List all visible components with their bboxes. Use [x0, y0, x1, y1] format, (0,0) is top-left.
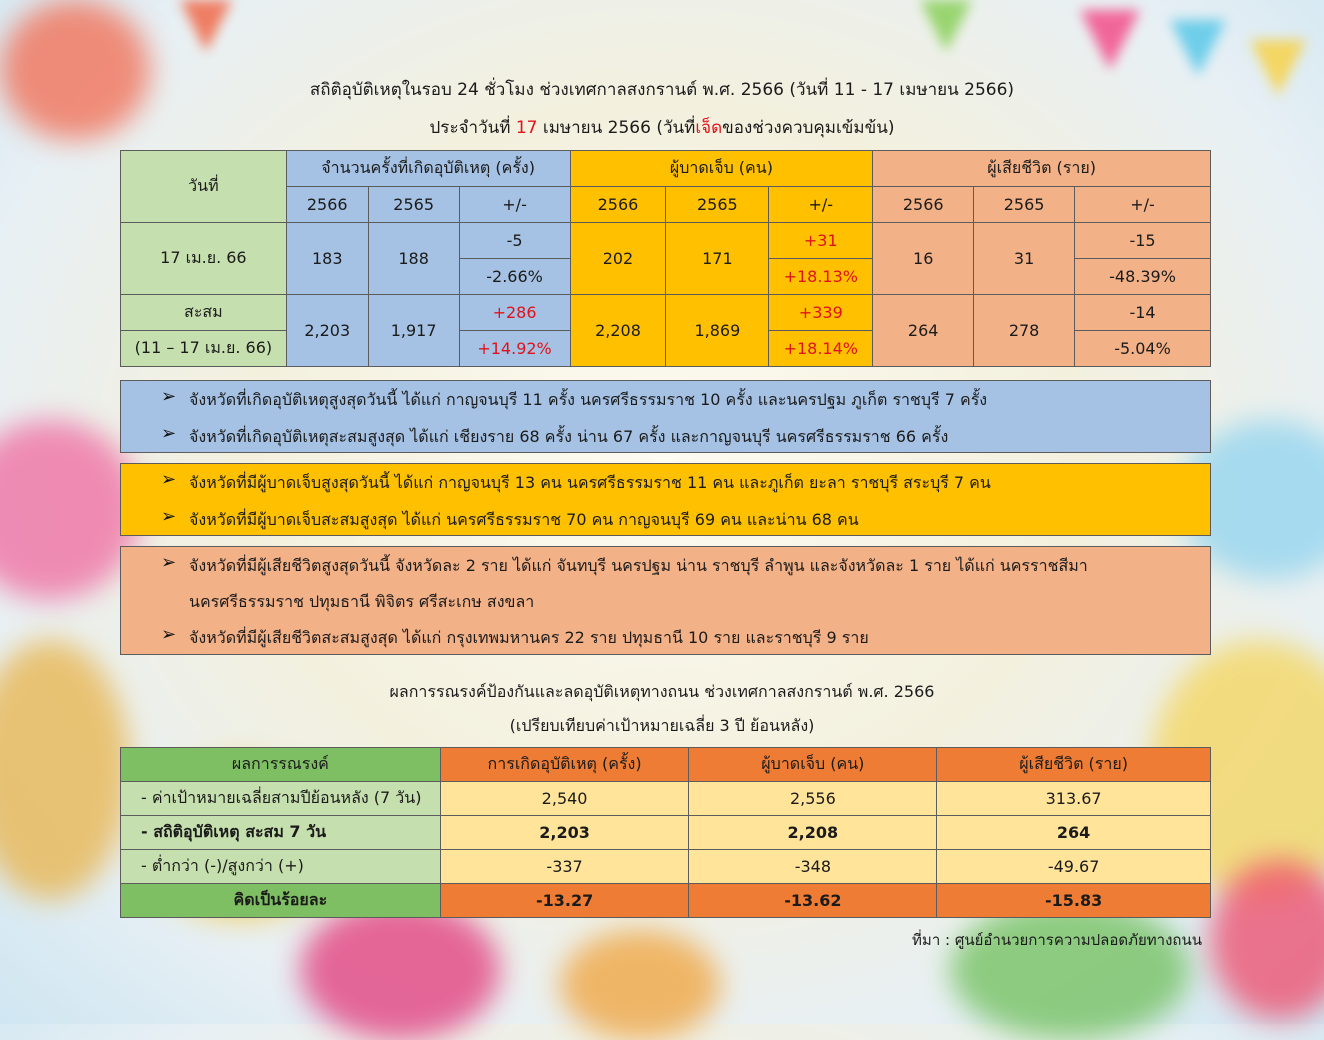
bullet-text: จังหวัดที่เกิดอุบัติเหตุสะสมสูงสุด ได้แก่ เชียงราย 68 ครั้ง น่าน 67 ครั้ง และกาญจนบุรี นครศรีธรรมราช 66 ครั้ง — [189, 427, 949, 446]
cell-diff: -15 — [1075, 223, 1211, 259]
daily-statistics-table — [120, 150, 1211, 367]
header-day: วันที่ — [121, 151, 287, 223]
results-row-label: คิดเป็นร้อยละ — [121, 884, 441, 918]
results-cell: 2,208 — [689, 816, 937, 850]
cell-value: 1,869 — [666, 295, 769, 367]
results-cell: 2,540 — [440, 782, 689, 816]
bg-flower-blur — [0, 640, 130, 900]
results-header: ผู้บาดเจ็บ (คน) — [689, 748, 937, 782]
header-accidents: จำนวนครั้งที่เกิดอุบัติเหตุ (ครั้ง) — [286, 151, 570, 187]
diff-header: +/- — [769, 187, 873, 223]
campaign-results-table — [120, 747, 1211, 918]
arrow-icon: ➢ — [161, 506, 177, 527]
results-row-label: - ต่ำกว่า (-)/สูงกว่า (+) — [121, 850, 441, 884]
results-subtitle: (เปรียบเทียบค่าเป้าหมายเฉลี่ย 3 ปี ย้อนหลัง) — [509, 716, 815, 735]
results-cell: 2,203 — [440, 816, 689, 850]
diff-header: +/- — [459, 187, 570, 223]
cell-value: 171 — [666, 223, 769, 295]
cell-value: 264 — [873, 295, 974, 367]
year-header: 2565 — [666, 187, 769, 223]
bg-pennant-blur — [1080, 10, 1140, 70]
row-label-today: 17 เม.ย. 66 — [121, 223, 287, 295]
cell-percent: +18.14% — [769, 331, 873, 367]
results-header: การเกิดอุบัติเหตุ (ครั้ง) — [440, 748, 689, 782]
diff-header: +/- — [1075, 187, 1211, 223]
bullet-text: จังหวัดที่มีผู้เสียชีวิตสูงสุดวันนี้ จังหวัดละ 2 ราย ได้แก่ จันทบุรี นครปฐม น่าน ราชบุรี ลำพูน และจังหวัดละ 1 ราย ได้แก่ นครราชสีมา — [189, 556, 1088, 575]
cell-value: 2,208 — [570, 295, 666, 367]
cell-value: 278 — [974, 295, 1075, 367]
arrow-icon: ➢ — [161, 469, 177, 490]
accidents-summary-box — [120, 380, 1211, 453]
cell-value: 1,917 — [368, 295, 459, 367]
year-header: 2565 — [368, 187, 459, 223]
results-row-label: - สถิติอุบัติเหตุ สะสม 7 วัน — [121, 816, 441, 850]
results-row-label: - ค่าเป้าหมายเฉลี่ยสามปีย้อนหลัง (7 วัน) — [121, 782, 441, 816]
cell-value: 202 — [570, 223, 666, 295]
results-cell: 313.67 — [937, 782, 1211, 816]
row-label-cumulative-range: (11 – 17 เม.ย. 66) — [121, 331, 287, 367]
results-cell: 264 — [937, 816, 1211, 850]
cell-diff: +31 — [769, 223, 873, 259]
bullet-text: จังหวัดที่เกิดอุบัติเหตุสูงสุดวันนี้ ได้แก่ กาญจนบุรี 11 ครั้ง นครศรีธรรมราช 10 ครั้ง และนครปฐม ภูเก็ต ราชบุรี 7 ครั้ง — [189, 390, 988, 409]
source-note: ที่มา : ศูนย์อำนวยการความปลอดภัยทางถนน — [912, 931, 1202, 949]
bg-pennant-blur — [920, 0, 972, 52]
cell-diff: -5 — [459, 223, 570, 259]
cell-percent: -2.66% — [459, 259, 570, 295]
page-subtitle: ประจำวันที่ 17 เมษายน 2566 (วันที่เจ็ดของช่วงควบคุมเข้มข้น) — [429, 118, 895, 138]
cell-value: 183 — [286, 223, 368, 295]
row-label-cumulative: สะสม — [121, 295, 287, 331]
deaths-summary-box — [120, 546, 1211, 655]
bg-pennant-blur — [180, 0, 232, 52]
arrow-icon: ➢ — [161, 423, 177, 444]
bullet-text: จังหวัดที่มีผู้บาดเจ็บสูงสุดวันนี้ ได้แก่ กาญจนบุรี 13 คน นครศรีธรรมราช 11 คน และภูเก็ต ยะลา ราชบุรี สระบุรี 7 คน — [189, 473, 991, 492]
cell-value: 2,203 — [286, 295, 368, 367]
cell-percent: -48.39% — [1075, 259, 1211, 295]
header-injured: ผู้บาดเจ็บ (คน) — [570, 151, 873, 187]
cell-diff: +339 — [769, 295, 873, 331]
bullet-text-continued: นครศรีธรรมราช ปทุมธานี พิจิตร ศรีสะเกษ สงขลา — [189, 592, 535, 611]
cell-value: 31 — [974, 223, 1075, 295]
cell-diff: +286 — [459, 295, 570, 331]
results-header: ผู้เสียชีวิต (ราย) — [937, 748, 1211, 782]
cell-percent: +14.92% — [459, 331, 570, 367]
year-header: 2566 — [570, 187, 666, 223]
year-header: 2566 — [873, 187, 974, 223]
injured-summary-box — [120, 463, 1211, 536]
results-cell: -348 — [689, 850, 937, 884]
cell-percent: -5.04% — [1075, 331, 1211, 367]
arrow-icon: ➢ — [161, 624, 177, 645]
bg-leaf-blur — [950, 900, 1190, 1040]
header-deaths: ผู้เสียชีวิต (ราย) — [873, 151, 1211, 187]
bg-flower-blur — [0, 420, 140, 600]
arrow-icon: ➢ — [161, 552, 177, 573]
cell-diff: -14 — [1075, 295, 1211, 331]
bullet-text: จังหวัดที่มีผู้บาดเจ็บสะสมสูงสุด ได้แก่ นครศรีธรรมราช 70 คน กาญจนบุรี 69 คน และน่าน 68 คน — [189, 510, 859, 529]
page-title: สถิติอุบัติเหตุในรอบ 24 ชั่วโมง ช่วงเทศกาลสงกรานต์ พ.ศ. 2566 (วันที่ 11 - 17 เมษายน 2566) — [309, 80, 1015, 100]
bullet-text: จังหวัดที่มีผู้เสียชีวิตสะสมสูงสุด ได้แก่ กรุงเทพมหานคร 22 ราย ปทุมธานี 10 ราย และราชบุรี 9 ราย — [189, 628, 869, 647]
results-cell: 2,556 — [689, 782, 937, 816]
cell-value: 16 — [873, 223, 974, 295]
results-cell: -337 — [440, 850, 689, 884]
results-cell: -13.62 — [689, 884, 937, 918]
results-cell: -13.27 — [440, 884, 689, 918]
arrow-icon: ➢ — [161, 386, 177, 407]
bg-pennant-blur — [1170, 20, 1226, 76]
cell-value: 188 — [368, 223, 459, 295]
year-header: 2565 — [974, 187, 1075, 223]
results-cell: -49.67 — [937, 850, 1211, 884]
bg-flower-blur — [300, 900, 500, 1040]
results-cell: -15.83 — [937, 884, 1211, 918]
cell-percent: +18.13% — [769, 259, 873, 295]
results-header: ผลการรณรงค์ — [121, 748, 441, 782]
results-title: ผลการรณรงค์ป้องกันและลดอุบัติเหตุทางถนน ช่วงเทศกาลสงกรานต์ พ.ศ. 2566 — [389, 682, 935, 701]
year-header: 2566 — [286, 187, 368, 223]
